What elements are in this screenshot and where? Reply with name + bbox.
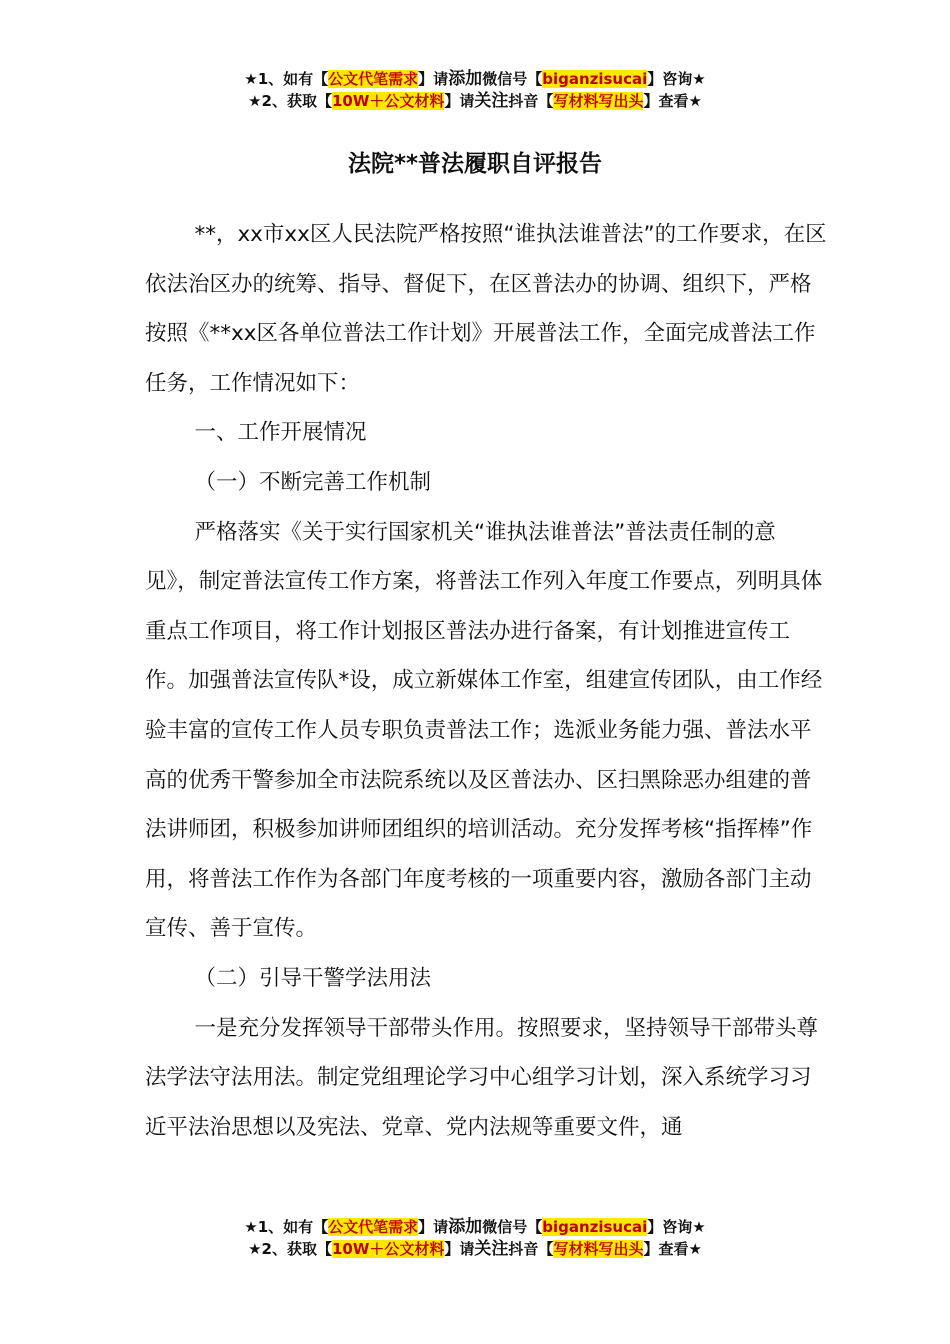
paragraph-intro: **，xx市xx区人民法院严格按照“谁执法谁普法”的工作要求，在区依法治区办的统筹、指导、督促下，在区普法办的协调、组织下，严格按照《**xx区各单位普法工作计划》开展普法工作，全面完成普法工作任务，工作情况如下： — [145, 222, 827, 396]
heading-section-1: 一、工作开展情况 — [194, 420, 367, 446]
promo-banner-top — [0, 68, 950, 112]
promo-line-2: ★2、获取【10W＋公文材料】请关注抖音【写材料写出头】查看★ — [248, 1239, 702, 1259]
document-body — [145, 210, 827, 1152]
promo-line-2: ★2、获取【10W＋公文材料】请关注抖音【写材料写出头】查看★ — [248, 91, 702, 111]
highlight-douyin-account: 写材料写出头 — [553, 1240, 644, 1258]
paragraph-mechanism: 严格落实《关于实行国家机关“谁执法谁普法”普法责任制的意见》，制定普法宣传工作方案，将普法工作列入年度工作要点，列明具体重点工作项目，将工作计划报区普法办进行备案，有计划推进宣传工作。加强普法宣传队*设，成立新媒体工作室，组建宣传团队，由工作经验丰富的宣传工作人员专职负责普法工作；选派业务能力强、普法水平高的优秀干警参加全市法院系统以及区普法办、区扫黑除恶办组建的普法讲师团，积极参加讲师团组织的培训活动。充分发挥考核“指挥棒”作用，将普法工作作为各部门年度考核的一项重要内容，激励各部门主动宣传、善于宣传。 — [145, 519, 823, 942]
promo-line-1: ★1、如有【公文代笔需求】请添加微信号【biganzisucai】咨询★ — [244, 1217, 706, 1237]
highlight-wechat-id: biganzisucai — [542, 1218, 648, 1236]
highlight-service: 公文代笔需求 — [328, 1218, 419, 1236]
highlight-wechat-id: biganzisucai — [542, 70, 648, 88]
highlight-materials: 10W＋公文材料 — [331, 1240, 445, 1258]
highlight-materials: 10W＋公文材料 — [331, 92, 445, 110]
promo-banner-bottom — [0, 1216, 950, 1260]
highlight-service: 公文代笔需求 — [328, 70, 419, 88]
subheading-2: （二）引导干警学法用法 — [194, 965, 431, 991]
highlight-douyin-account: 写材料写出头 — [553, 92, 644, 110]
subheading-1: （一）不断完善工作机制 — [194, 469, 431, 495]
document-title: 法院**普法履职自评报告 — [347, 151, 603, 177]
promo-line-1: ★1、如有【公文代笔需求】请添加微信号【biganzisucai】咨询★ — [244, 69, 706, 89]
paragraph-leadership: 一是充分发挥领导干部带头作用。按照要求，坚持领导干部带头尊法学法守法用法。制定党组理论学习中心组学习计划，深入系统学习习近平法治思想以及宪法、党章、党内法规等重要文件，通 — [145, 1015, 818, 1140]
